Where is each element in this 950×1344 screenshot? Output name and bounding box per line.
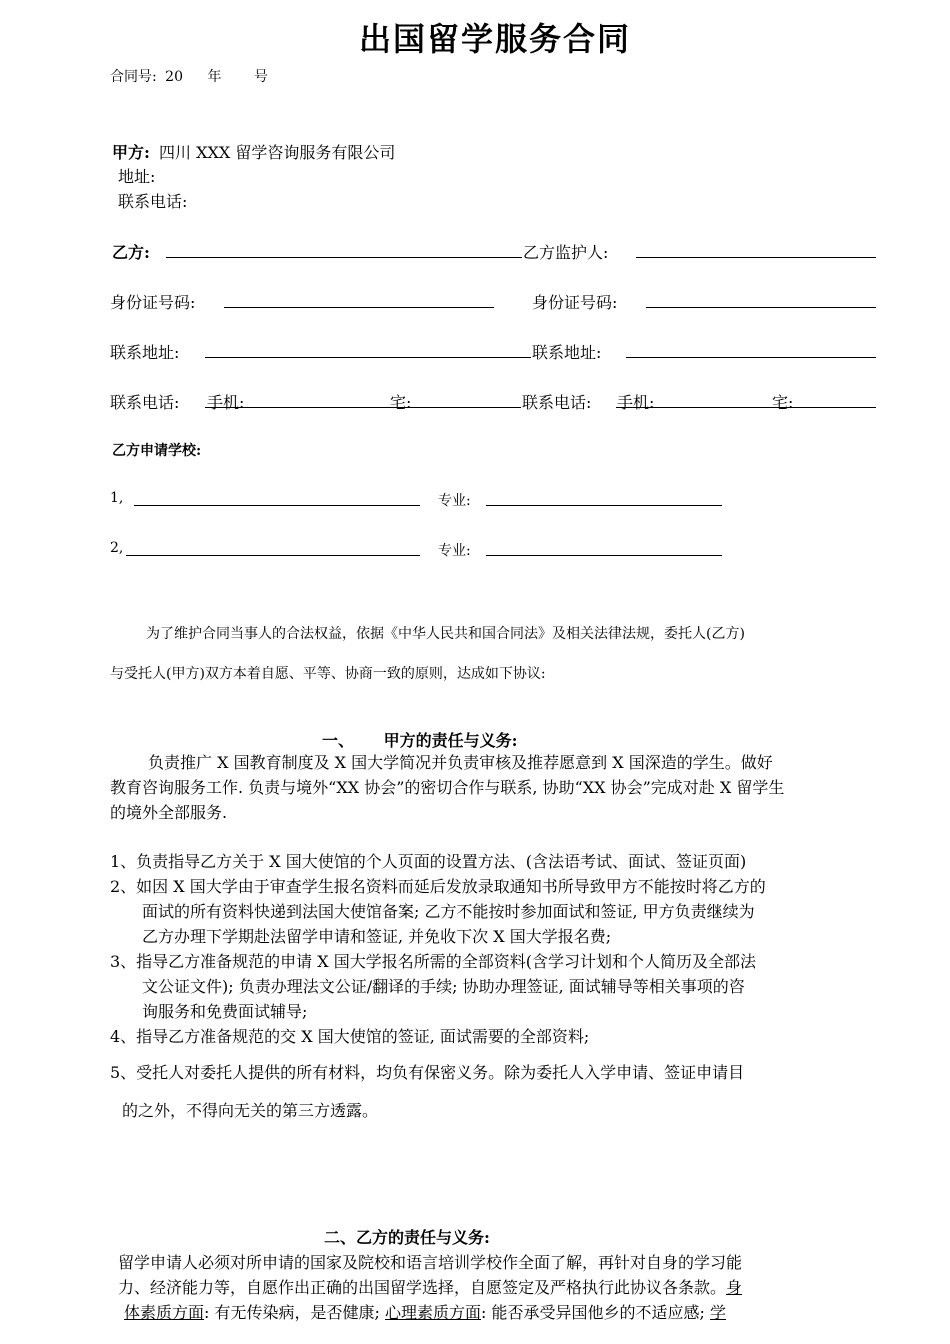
section-1-item-5-line-2: 的之外，不得向无关的第三方透露。 (122, 1101, 379, 1120)
guardian-address-field[interactable] (626, 357, 876, 358)
guardian-phone-label: 联系电话: (522, 393, 592, 412)
physical-quality-desc: : 有无传染病，是否健康; (204, 1303, 385, 1322)
party-b-mobile-label: 手机: (207, 393, 245, 412)
party-a-label: 甲方: (112, 143, 150, 162)
section-1-item-2-line-2: 面试的所有资料快递到法国大使馆备案; 乙方不能按时参加面试和签证, 甲方负责继续为 (142, 902, 755, 921)
section-1-item-3-line-3: 询服务和免费面试辅导; (142, 1002, 308, 1021)
section-2-line-2-text: 力、经济能力等，自愿作出正确的出国留学选择，自愿签定及严格执行此协议各条款。 (118, 1278, 727, 1297)
party-a-name: 四川 XXX 留学咨询服务有限公司 (159, 143, 396, 162)
party-b-name-field[interactable] (166, 257, 522, 258)
contract-year-label: 年 (207, 69, 222, 85)
section-1-para-line-2: 教育咨询服务工作. 负责与境外“XX 协会”的密切合作与联系, 协助“XX 协会”完成对赴 X 留学生 (110, 778, 785, 797)
section-2-line-3 (124, 1300, 726, 1325)
party-b-address-field[interactable] (205, 357, 531, 358)
section-2-heading: 二、乙方的责任与义务: (324, 1228, 490, 1247)
school-1-number: 1, (110, 490, 124, 506)
contract-number (110, 66, 268, 86)
contract-year-prefix: 20 (165, 69, 183, 85)
party-b-id-label: 身份证号码: (110, 293, 196, 312)
party-b-home-label: 宅: (390, 393, 412, 412)
section-1-item-5-line-1: 5、受托人对委托人提供的所有材料，均负有保密义务。除为委托人入学申请、签证申请目 (110, 1063, 745, 1082)
guardian-home-label: 宅: (772, 393, 794, 412)
party-b-phone-field[interactable] (205, 407, 521, 408)
section-2-line-1: 留学申请人必须对所申请的国家及院校和语言培训学校作全面了解，再针对自身的学习能 (118, 1253, 743, 1272)
section-2-line-3-tail: 学 (709, 1303, 726, 1322)
guardian-label: 乙方监护人: (523, 243, 609, 262)
section-1-heading (322, 728, 518, 751)
guardian-id-field[interactable] (646, 307, 876, 308)
section-1-number: 一、 (322, 731, 355, 750)
party-b-address-label: 联系地址: (110, 343, 180, 362)
contract-no-label: 号 (253, 69, 268, 85)
school-2-number: 2, (110, 540, 124, 556)
school-1-major-field[interactable] (486, 505, 722, 506)
section-1-item-4: 4、指导乙方准备规范的交 X 国大使馆的签证, 面试需要的全部资料; (110, 1027, 590, 1046)
school-2-major-label: 专业: (438, 543, 471, 559)
school-1-field[interactable] (134, 505, 420, 506)
party-a-phone-label: 联系电话: (118, 192, 188, 211)
party-b-phone-label: 联系电话: (110, 393, 180, 412)
guardian-mobile-label: 手机: (617, 393, 655, 412)
party-a-row (112, 140, 395, 163)
section-1-item-2-line-3: 乙方办理下学期赴法留学申请和签证, 并免收下次 X 国大学报名费; (142, 927, 612, 946)
section-1-title: 甲方的责任与义务: (383, 731, 518, 750)
section-1-item-2-line-1: 2、如因 X 国大学由于审查学生报名资料而延后发放录取通知书所导致甲方不能按时将乙方的 (110, 877, 766, 896)
party-b-label: 乙方: (112, 243, 150, 262)
section-1-para-line-1: 负责推广 X 国教育制度及 X 国大学简况并负责审核及推荐愿意到 X 国深造的学生。做好 (148, 753, 773, 772)
mental-quality-desc: : 能否承受异国他乡的不适应感; (481, 1303, 710, 1322)
contract-number-label: 合同号: (110, 69, 157, 85)
section-2-line-2 (118, 1275, 742, 1300)
intro-line-1: 为了维护合同当事人的合法权益，依据《中华人民共和国合同法》及相关法律法规，委托人(乙方) (146, 626, 745, 642)
school-2-field[interactable] (126, 555, 420, 556)
party-a-address-label: 地址: (118, 167, 156, 186)
school-2-major-field[interactable] (486, 555, 722, 556)
physical-quality-term: 体素质方面 (124, 1303, 205, 1322)
guardian-address-label: 联系地址: (532, 343, 602, 362)
school-1-major-label: 专业: (438, 493, 471, 509)
intro-line-2: 与受托人(甲方)双方本着自愿、平等、协商一致的原则，达成如下协议: (110, 666, 546, 682)
section-1-para-line-3: 的境外全部服务. (110, 803, 228, 822)
guardian-name-field[interactable] (636, 257, 876, 258)
guardian-phone-field[interactable] (616, 407, 876, 408)
schools-label: 乙方申请学校: (112, 443, 202, 459)
section-1-item-1: 1、负责指导乙方关于 X 国大使馆的个人页面的设置方法、(含法语考试、面试、签证页面) (110, 852, 747, 871)
section-1-item-3-line-2: 文公证文件); 负责办理法文公证/翻译的手续; 协助办理签证, 面试辅导等相关事项的咨 (142, 977, 745, 996)
party-b-id-field[interactable] (224, 307, 494, 308)
document-title: 出国留学服务合同 (358, 20, 631, 58)
guardian-id-label: 身份证号码: (532, 293, 618, 312)
mental-quality-term: 心理素质方面 (384, 1303, 481, 1322)
section-2-line-2-underlined: 身 (726, 1278, 743, 1297)
section-1-item-3-line-1: 3、指导乙方准备规范的申请 X 国大学报名所需的全部资料(含学习计划和个人简历及全部法 (110, 952, 756, 971)
